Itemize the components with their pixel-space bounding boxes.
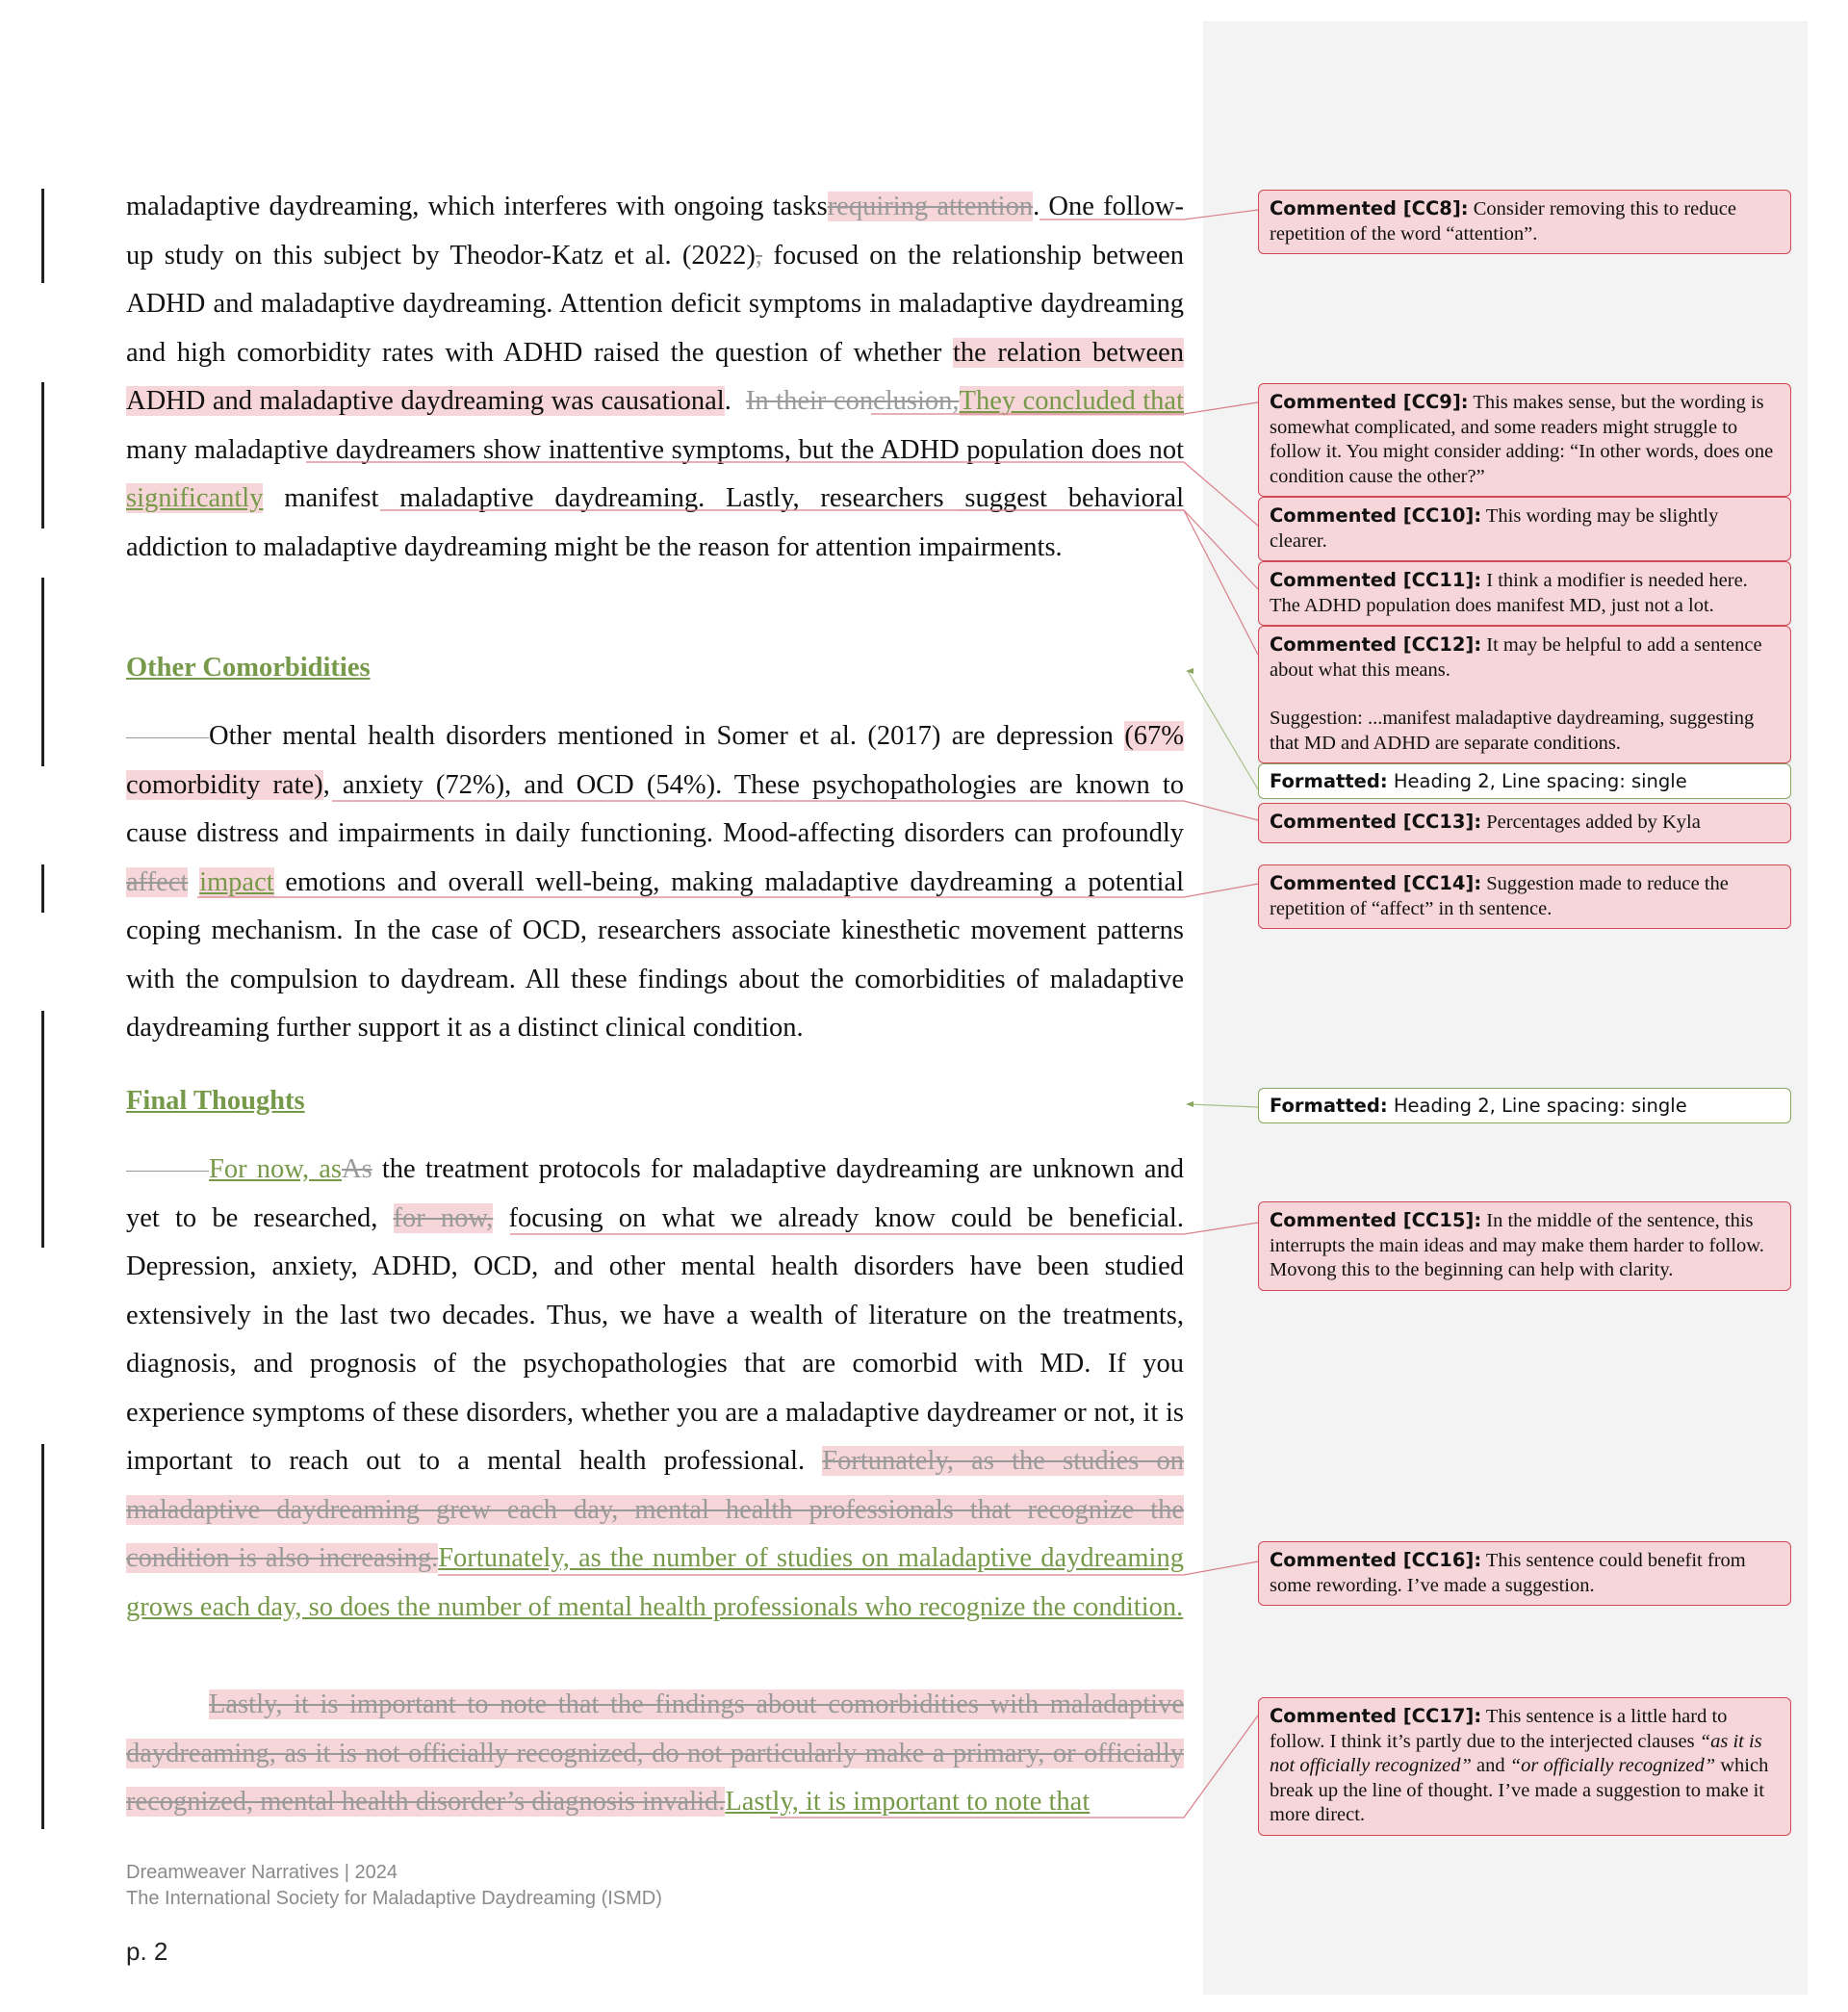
- comment-cc12[interactable]: [1258, 626, 1791, 763]
- deleted-text[interactable]: As: [342, 1154, 372, 1184]
- tab-marker: [126, 737, 209, 738]
- format-label: Formatted:: [1270, 770, 1388, 792]
- text-run: Other mental health disorders mentioned in Somer et al. (2017) are depression: [209, 721, 1125, 751]
- change-bar: [41, 1444, 44, 1829]
- format-label: Formatted:: [1270, 1095, 1388, 1117]
- paragraph-1: [126, 183, 1184, 572]
- deleted-text[interactable]: requiring attention: [827, 192, 1034, 221]
- text-run: , anxiety (72%), and OCD (54%). These psychopathologies are known to cause distress and impairments in daily functioning. Mood-affecting disorders can profoundly: [126, 769, 1184, 848]
- page-number: p. 2: [126, 1937, 168, 1966]
- inserted-text[interactable]: impact: [199, 866, 274, 897]
- comment-cc8[interactable]: [1258, 190, 1791, 254]
- inserted-text[interactable]: significantly: [126, 483, 264, 513]
- comment-label: Commented [CC8]:: [1270, 197, 1469, 219]
- text-run: manifest maladaptive daydreaming.: [263, 483, 706, 513]
- comment-cc17[interactable]: [1258, 1697, 1791, 1836]
- comment-cc11[interactable]: [1258, 561, 1791, 626]
- comment-text: This wording may be slightly clearer.: [1270, 505, 1719, 552]
- paragraph-3: [126, 1146, 1184, 1632]
- comment-text: I think a modifier is needed here. The ADHD population does manifest MD, just not a lot.: [1270, 570, 1748, 616]
- text-run: the treatment protocols for maladaptive daydreaming are unknown and yet to be researched,: [126, 1154, 1184, 1233]
- comment-text: This sentence is a little hard to follow. I think it’s partly due to the interjected clauses: [1270, 1706, 1728, 1752]
- inserted-text[interactable]: For now, as: [209, 1154, 343, 1184]
- comment-cc9[interactable]: [1258, 383, 1791, 497]
- comment-text: This makes sense, but the wording is somewhat complicated, and some readers might struggle to follow it. You might consider adding: “In other words, does one condition cause the other?”: [1270, 392, 1774, 487]
- comment-label: Commented [CC12]:: [1270, 633, 1482, 656]
- comment-cc15[interactable]: [1258, 1201, 1791, 1291]
- text-run: many maladaptive daydreamers show inattentive symptoms, but the ADHD population does not: [126, 434, 1184, 465]
- change-bar: [41, 189, 44, 283]
- deleted-text[interactable]: Fortunately, as the studies on maladaptive daydreaming grew each day, mental health professionals that recognize the condition is also increasing.: [126, 1446, 1184, 1573]
- heading-final-thoughts: Final Thoughts: [126, 1086, 305, 1116]
- tab-marker: [126, 1171, 209, 1172]
- comment-label: Commented [CC10]:: [1270, 504, 1482, 527]
- paragraph-4: [126, 1681, 1184, 1827]
- deleted-text[interactable]: affect: [126, 866, 189, 897]
- paragraph-2: [126, 712, 1184, 1053]
- text-run: focused on the relationship between ADHD and maladaptive daydreaming. Attention deficit symptoms in maladaptive daydreaming and high comorbidity rates with ADHD raised the question of whether: [126, 240, 1185, 368]
- commented-text[interactable]: the relation between ADHD and maladaptive daydreaming was causational: [126, 337, 1184, 416]
- comment-label: Commented [CC17]:: [1270, 1705, 1482, 1727]
- comment-text: This sentence could benefit from some rewording. I’ve made a suggestion.: [1270, 1550, 1746, 1596]
- text-run: maladaptive daydreaming, which interferes with ongoing tasks: [126, 192, 828, 221]
- comment-text: It may be helpful to add a sentence about what this means.: [1270, 634, 1762, 681]
- deleted-text[interactable]: for now,: [393, 1202, 494, 1233]
- comment-label: Commented [CC11]:: [1270, 569, 1482, 591]
- footer-line: Dreamweaver Narratives | 2024: [126, 1862, 398, 1883]
- deleted-text[interactable]: Lastly, it is important to note that the findings about comorbidities with maladaptive daydreaming, as it is not officially recognized, do not particularly make a primary, or officially recognized, mental health disorder’s diagnosis invalid.: [126, 1690, 1184, 1817]
- footer: [126, 1860, 662, 1912]
- inserted-text[interactable]: Fortunately, as the number of studies on maladaptive daydreaming grows each day, so does the number of mental health professionals who recognize the condition.: [126, 1543, 1184, 1622]
- comment-label: Commented [CC9]:: [1270, 391, 1469, 413]
- comment-cc16[interactable]: [1258, 1541, 1791, 1606]
- inserted-text[interactable]: They concluded that: [959, 386, 1185, 416]
- formatting-note-2[interactable]: [1258, 1088, 1791, 1123]
- heading-other-comorbidities: Other Comorbidities: [126, 653, 371, 683]
- text-run: focusing on what we already know could be beneficial. Depression, anxiety, ADHD, OCD, and other mental health disorders have been studied extensively in the last two decades. Thus, we have a wealth of literature on the treatments, diagnosis, and prognosis of the psychopathologies that are comorbid with MD. If you experience symptoms of these disorders, whether you are a maladaptive daydreamer or not, it is important to reach out to a mental health professional.: [126, 1202, 1184, 1476]
- footer-line: The International Society for Maladaptive Daydreaming (ISMD): [126, 1888, 662, 1909]
- text-run: .: [724, 386, 732, 416]
- inserted-text[interactable]: Lastly, it is important to note that: [725, 1787, 1091, 1817]
- quoted-clause: “or officially recognized”: [1509, 1755, 1716, 1776]
- deleted-text[interactable]: ,: [755, 240, 763, 271]
- formatting-note-1[interactable]: [1258, 763, 1791, 799]
- comment-text: Consider removing this to reduce repetition of the word “attention”.: [1270, 198, 1736, 245]
- format-text: Heading 2, Line spacing: single: [1393, 770, 1687, 792]
- comment-suggestion: Suggestion: ...manifest maladaptive daydreaming, suggesting that MD and ADHD are separate conditions.: [1270, 708, 1755, 754]
- format-text: Heading 2, Line spacing: single: [1393, 1095, 1687, 1117]
- commented-text[interactable]: (67% comorbidity rate): [126, 721, 1184, 800]
- text-run: Lastly, researchers suggest behavioral addiction to maladaptive daydreaming might be the reason for attention impairments.: [126, 483, 1184, 562]
- deleted-text[interactable]: In their conclusion,: [745, 386, 960, 416]
- comment-text: Suggestion made to reduce the repetition of “affect” in th sentence.: [1270, 873, 1729, 919]
- comment-text: In the middle of the sentence, this interrupts the main ideas and may make them harder to follow. Movong this to the beginning can help with clarity.: [1270, 1210, 1764, 1280]
- comment-label: Commented [CC15]:: [1270, 1209, 1482, 1231]
- text-run: emotions and overall well-being, making maladaptive daydreaming a potential coping mechanism. In the case of OCD, researchers associate kinesthetic movement patterns with the compulsion to daydream. All these findings about the comorbidities of maladaptive daydreaming further support it as a distinct clinical condition.: [126, 866, 1185, 1043]
- text-run: . One follow-up study on this subject by Theodor-Katz et al. (2022): [126, 192, 1184, 271]
- comment-label: Commented [CC13]:: [1270, 811, 1482, 833]
- comment-cc13[interactable]: [1258, 803, 1791, 843]
- comment-text: Percentages added by Kyla: [1486, 812, 1701, 833]
- change-bar: [41, 864, 44, 913]
- comment-label: Commented [CC14]:: [1270, 872, 1482, 894]
- change-bar: [41, 1011, 44, 1248]
- quoted-clause: “as it is not officially recognized”: [1270, 1730, 1762, 1776]
- change-bar: [41, 382, 44, 529]
- comment-cc14[interactable]: [1258, 864, 1791, 929]
- comment-label: Commented [CC16]:: [1270, 1549, 1482, 1571]
- comment-text: and: [1471, 1755, 1510, 1776]
- change-bar: [41, 578, 44, 766]
- comment-cc10[interactable]: [1258, 497, 1791, 561]
- comment-text: which break up the line of thought. I’ve made a suggestion to make it more direct.: [1270, 1755, 1769, 1825]
